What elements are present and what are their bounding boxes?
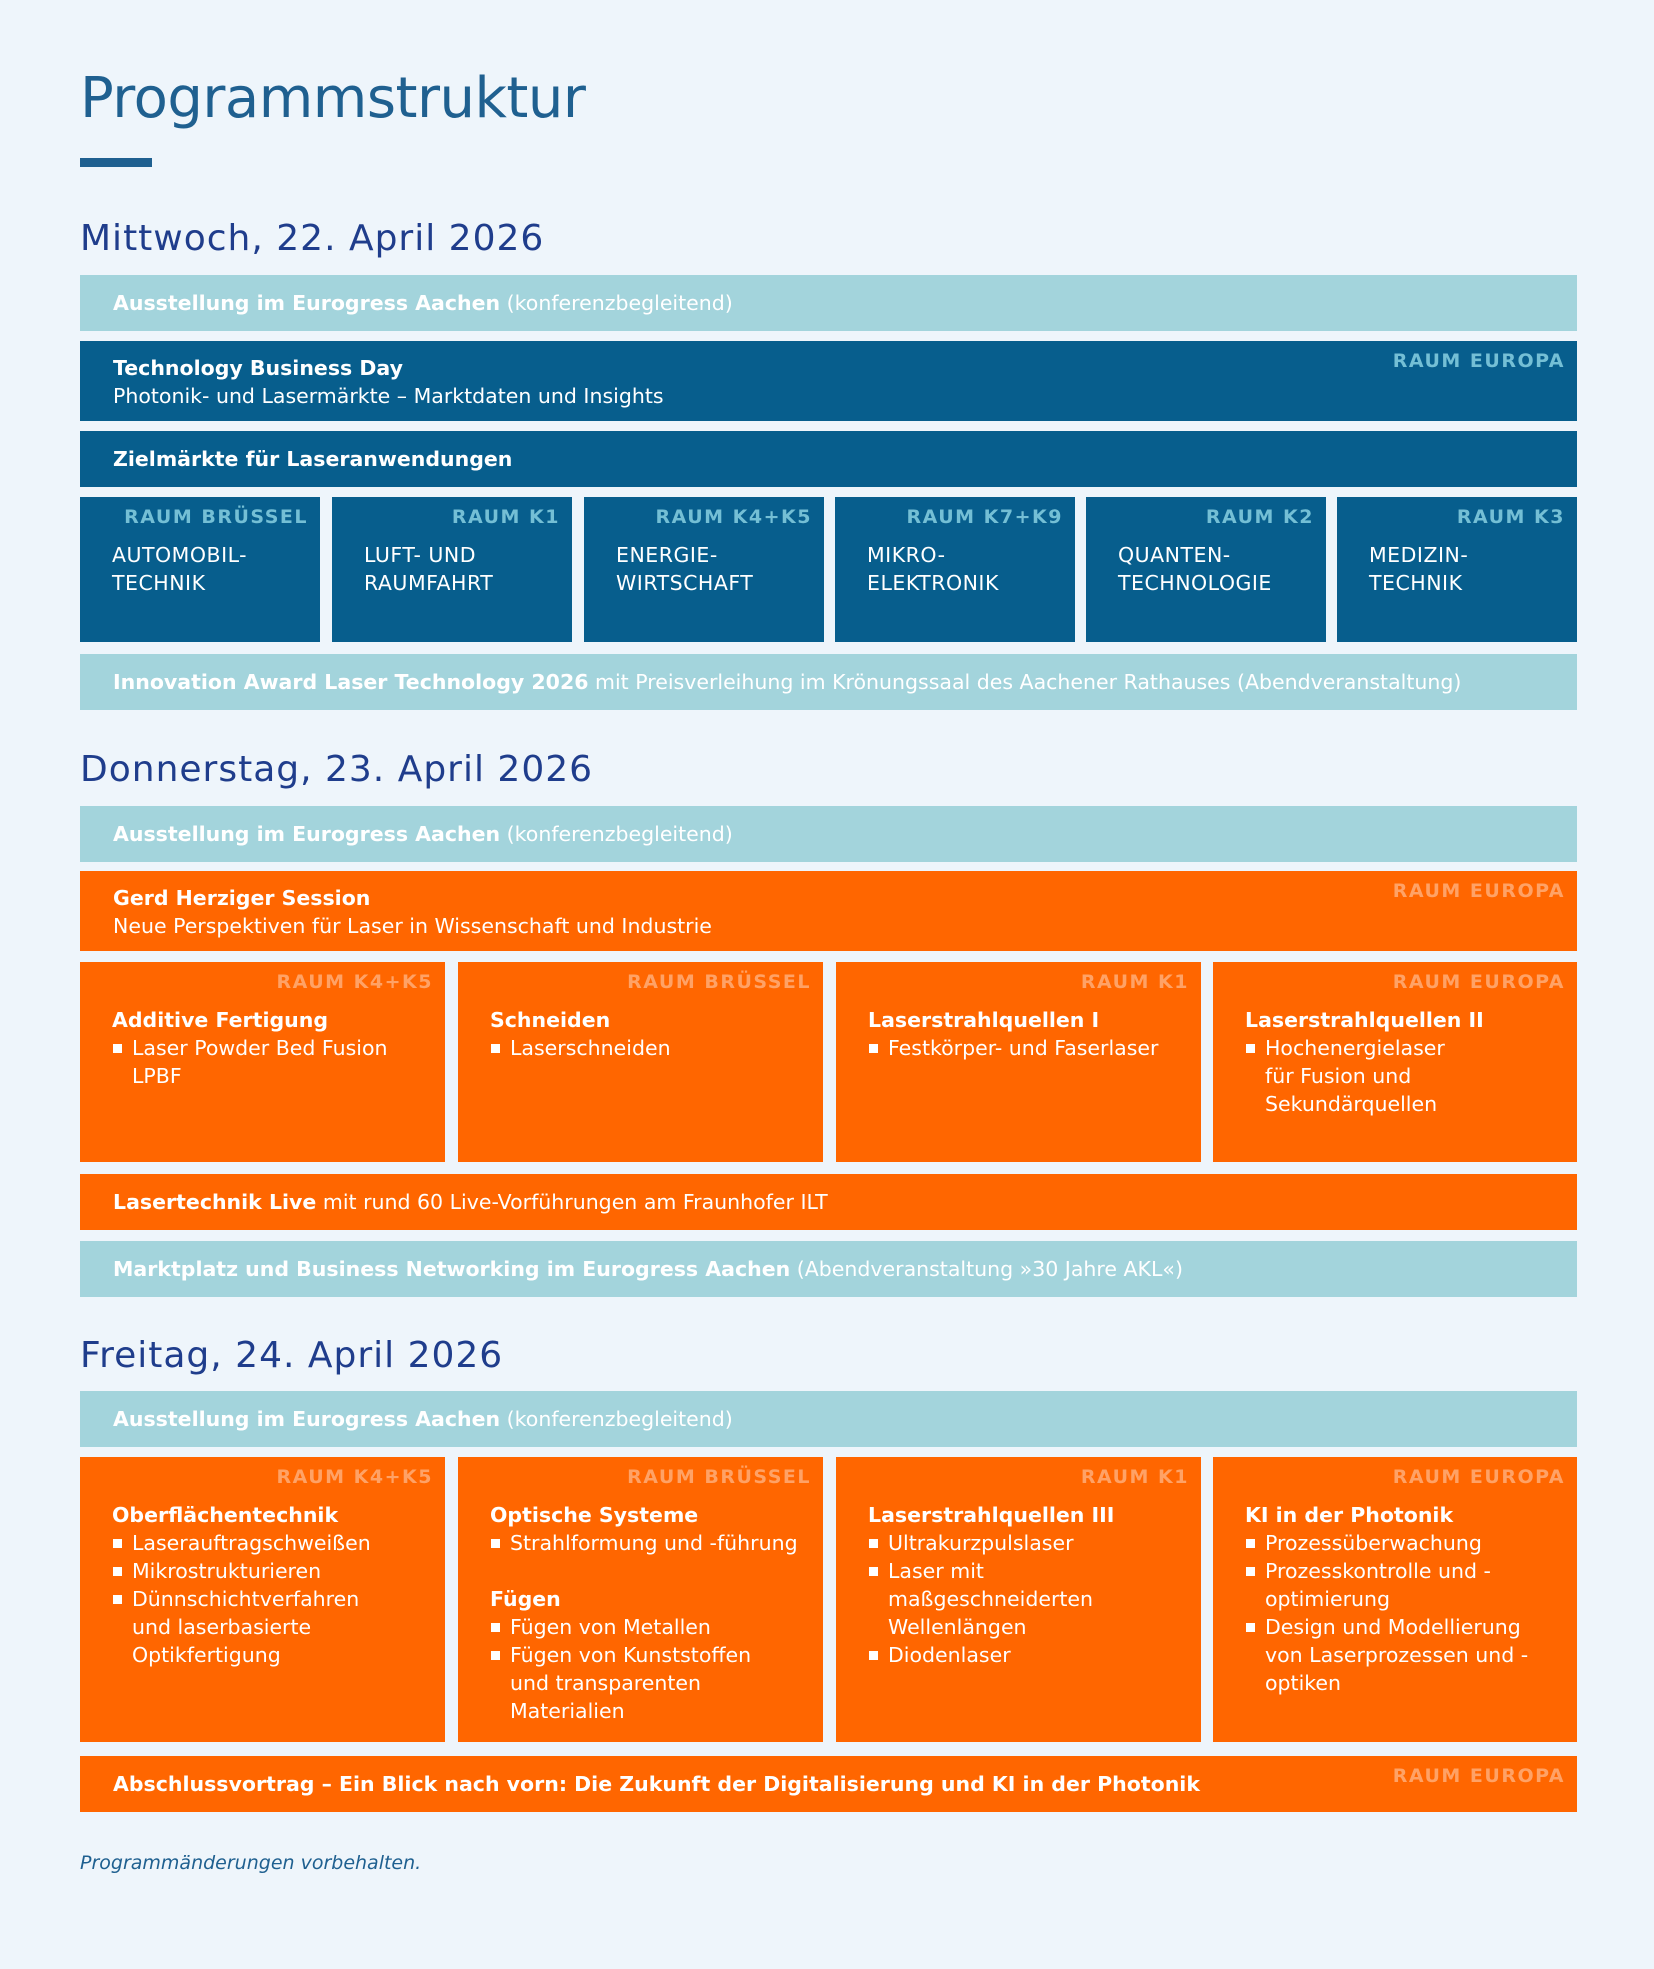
fri-session-ki-photonik bbox=[1213, 1457, 1577, 1742]
fri-session-oberflaechentechnik bbox=[80, 1457, 445, 1742]
page-title: Programmstruktur bbox=[80, 66, 586, 131]
day-heading-wednesday: Mittwoch, 22. April 2026 bbox=[80, 218, 545, 259]
session-room: RAUM BRÜSSEL bbox=[627, 1466, 811, 1488]
technology-business-day-bar bbox=[80, 341, 1577, 421]
thu-exhibition-label: Ausstellung im Eurogress Aachen bbox=[113, 822, 501, 846]
session-title: Oberflächentechnik bbox=[112, 1503, 339, 1527]
session-room: RAUM K2 bbox=[1205, 506, 1314, 528]
wed-session-mikroelektronik bbox=[835, 497, 1075, 642]
session-room: RAUM K4+K5 bbox=[276, 1466, 433, 1488]
session-topic: Laserauftragschweißen bbox=[112, 1529, 377, 1557]
session-title-line1: ENERGIE- bbox=[616, 543, 718, 567]
session-room: RAUM EUROPA bbox=[1392, 1466, 1565, 1488]
marketplace-bar bbox=[80, 1241, 1577, 1297]
wed-session-automobil bbox=[80, 497, 320, 642]
closing-room: RAUM EUROPA bbox=[1392, 1765, 1565, 1787]
thu-session-strahlquellen-2 bbox=[1213, 962, 1577, 1162]
wed-exhibition-label: Ausstellung im Eurogress Aachen bbox=[113, 291, 501, 315]
session-topic: Fügen von Kunststoffen und transparenten Materialien bbox=[490, 1641, 760, 1725]
session-topic: Laserschneiden bbox=[490, 1034, 811, 1062]
wed-session-quanten bbox=[1086, 497, 1326, 642]
session-room: RAUM K3 bbox=[1456, 506, 1565, 528]
thu-session-additive bbox=[80, 962, 445, 1162]
thu-session-schneiden bbox=[458, 962, 823, 1162]
title-underline bbox=[80, 158, 152, 167]
session-topic: Hochenergielaser für Fusion und Sekundärquellen bbox=[1245, 1034, 1445, 1118]
session-room: RAUM K1 bbox=[1080, 971, 1189, 993]
session-room: RAUM BRÜSSEL bbox=[124, 506, 308, 528]
wed-session-luftfahrt bbox=[332, 497, 572, 642]
target-markets-bar bbox=[80, 431, 1577, 487]
session-title-line2: TECHNIK bbox=[112, 571, 206, 595]
thu-session-strahlquellen-1 bbox=[836, 962, 1201, 1162]
session-title-line1: LUFT- UND bbox=[364, 543, 477, 567]
session-title-line2: TECHNIK bbox=[1369, 571, 1463, 595]
session-room: RAUM K4+K5 bbox=[655, 506, 812, 528]
tbd-subtitle: Photonik- und Lasermärkte – Marktdaten und Insights bbox=[113, 384, 664, 408]
session-title: Laserstrahlquellen I bbox=[868, 1008, 1100, 1032]
award-note: mit Preisverleihung im Krönungssaal des Aachener Rathauses (Abendveranstaltung) bbox=[595, 670, 1462, 694]
session-topic: Festkörper- und Faserlaser bbox=[868, 1034, 1189, 1062]
herziger-room: RAUM EUROPA bbox=[1392, 880, 1565, 902]
session-title-line2: ELEKTRONIK bbox=[867, 571, 999, 595]
session-topic: Prozessüberwachung bbox=[1245, 1529, 1545, 1557]
herziger-subtitle: Neue Perspektiven für Laser in Wissenschaft und Industrie bbox=[113, 914, 712, 938]
herziger-session-bar bbox=[80, 871, 1577, 951]
closing-title: Abschlussvortrag – Ein Blick nach vorn: Die Zukunft der Digitalisierung und KI in der Photonik bbox=[113, 1772, 1200, 1796]
herziger-title: Gerd Herziger Session bbox=[113, 886, 371, 910]
session-room: RAUM K1 bbox=[451, 506, 560, 528]
fri-exhibition-note: (konferenzbegleitend) bbox=[506, 1407, 733, 1431]
session-room: RAUM EUROPA bbox=[1392, 971, 1565, 993]
wed-session-medizintechnik bbox=[1337, 497, 1577, 642]
session-topic: Mikrostrukturieren bbox=[112, 1557, 377, 1585]
award-label: Innovation Award Laser Technology 2026 bbox=[113, 670, 589, 694]
session-subtitle: Fügen bbox=[490, 1587, 561, 1611]
market-note: (Abendveranstaltung »30 Jahre AKL«) bbox=[796, 1257, 1183, 1281]
session-topic: Strahlformung und -führung bbox=[490, 1529, 811, 1557]
tbd-room: RAUM EUROPA bbox=[1392, 350, 1565, 372]
session-title-line2: TECHNOLOGIE bbox=[1118, 571, 1272, 595]
day-heading-friday: Freitag, 24. April 2026 bbox=[80, 1335, 504, 1376]
closing-talk-bar bbox=[80, 1756, 1577, 1812]
session-title: Schneiden bbox=[490, 1008, 611, 1032]
session-topic-list bbox=[868, 1529, 1168, 1669]
session-room: RAUM K4+K5 bbox=[276, 971, 433, 993]
session-topic: Ultrakurzpulslaser bbox=[868, 1529, 1168, 1557]
fri-exhibition-label: Ausstellung im Eurogress Aachen bbox=[113, 1407, 501, 1431]
market-label: Marktplatz und Business Networking im Eurogress Aachen bbox=[113, 1257, 791, 1281]
session-topic: Fügen von Metallen bbox=[490, 1613, 760, 1641]
session-topic-list bbox=[1245, 1529, 1545, 1697]
session-topic: Laser Powder Bed Fusion LPBF bbox=[112, 1034, 433, 1090]
session-title: Optische Systeme bbox=[490, 1503, 699, 1527]
session-topic-list bbox=[112, 1529, 377, 1669]
session-topic: Prozesskontrolle und -optimierung bbox=[1245, 1557, 1545, 1613]
session-title-line2: RAUMFAHRT bbox=[364, 571, 494, 595]
fri-exhibition-bar bbox=[80, 1391, 1577, 1447]
fri-session-optische-systeme bbox=[458, 1457, 823, 1742]
tbd-title: Technology Business Day bbox=[113, 356, 403, 380]
session-topic-list bbox=[112, 1034, 433, 1090]
session-topic-list bbox=[868, 1034, 1189, 1062]
session-title-line1: AUTOMOBIL- bbox=[112, 543, 248, 567]
session-topic-list bbox=[490, 1529, 811, 1557]
live-label: Lasertechnik Live bbox=[113, 1190, 317, 1214]
day-heading-thursday: Donnerstag, 23. April 2026 bbox=[80, 749, 594, 790]
session-topic-list bbox=[490, 1034, 811, 1062]
session-room: RAUM K7+K9 bbox=[906, 506, 1063, 528]
wed-exhibition-note: (konferenzbegleitend) bbox=[506, 291, 733, 315]
session-topic-list bbox=[1245, 1034, 1445, 1118]
thu-exhibition-note: (konferenzbegleitend) bbox=[506, 822, 733, 846]
session-topic: Design und Modellierung von Laserprozessen und -optiken bbox=[1245, 1613, 1545, 1697]
thu-exhibition-bar bbox=[80, 806, 1577, 862]
session-topic: Diodenlaser bbox=[868, 1641, 1168, 1669]
innovation-award-bar bbox=[80, 654, 1577, 710]
session-topic-list bbox=[490, 1613, 760, 1725]
session-title: Laserstrahlquellen III bbox=[868, 1503, 1115, 1527]
live-note: mit rund 60 Live-Vorführungen am Fraunhofer ILT bbox=[322, 1190, 828, 1214]
wed-exhibition-bar bbox=[80, 275, 1577, 331]
wed-session-energie bbox=[584, 497, 824, 642]
session-title-line1: QUANTEN- bbox=[1118, 543, 1231, 567]
session-topic: Dünnschichtverfahren und laserbasierte Optikfertigung bbox=[112, 1585, 377, 1669]
fri-session-strahlquellen-3 bbox=[836, 1457, 1201, 1742]
session-topic: Laser mit maßgeschneiderten Wellenlängen bbox=[868, 1557, 1168, 1641]
session-title: Additive Fertigung bbox=[112, 1008, 329, 1032]
session-title: Laserstrahlquellen II bbox=[1245, 1008, 1484, 1032]
target-markets-title: Zielmärkte für Laseranwendungen bbox=[113, 447, 513, 471]
session-title: KI in der Photonik bbox=[1245, 1503, 1454, 1527]
session-title-line1: MIKRO- bbox=[867, 543, 946, 567]
session-title-line1: MEDIZIN- bbox=[1369, 543, 1469, 567]
session-room: RAUM K1 bbox=[1080, 1466, 1189, 1488]
session-title-line2: WIRTSCHAFT bbox=[616, 571, 754, 595]
footnote: Programmänderungen vorbehalten. bbox=[80, 1852, 422, 1874]
lasertechnik-live-bar bbox=[80, 1174, 1577, 1230]
session-room: RAUM BRÜSSEL bbox=[627, 971, 811, 993]
